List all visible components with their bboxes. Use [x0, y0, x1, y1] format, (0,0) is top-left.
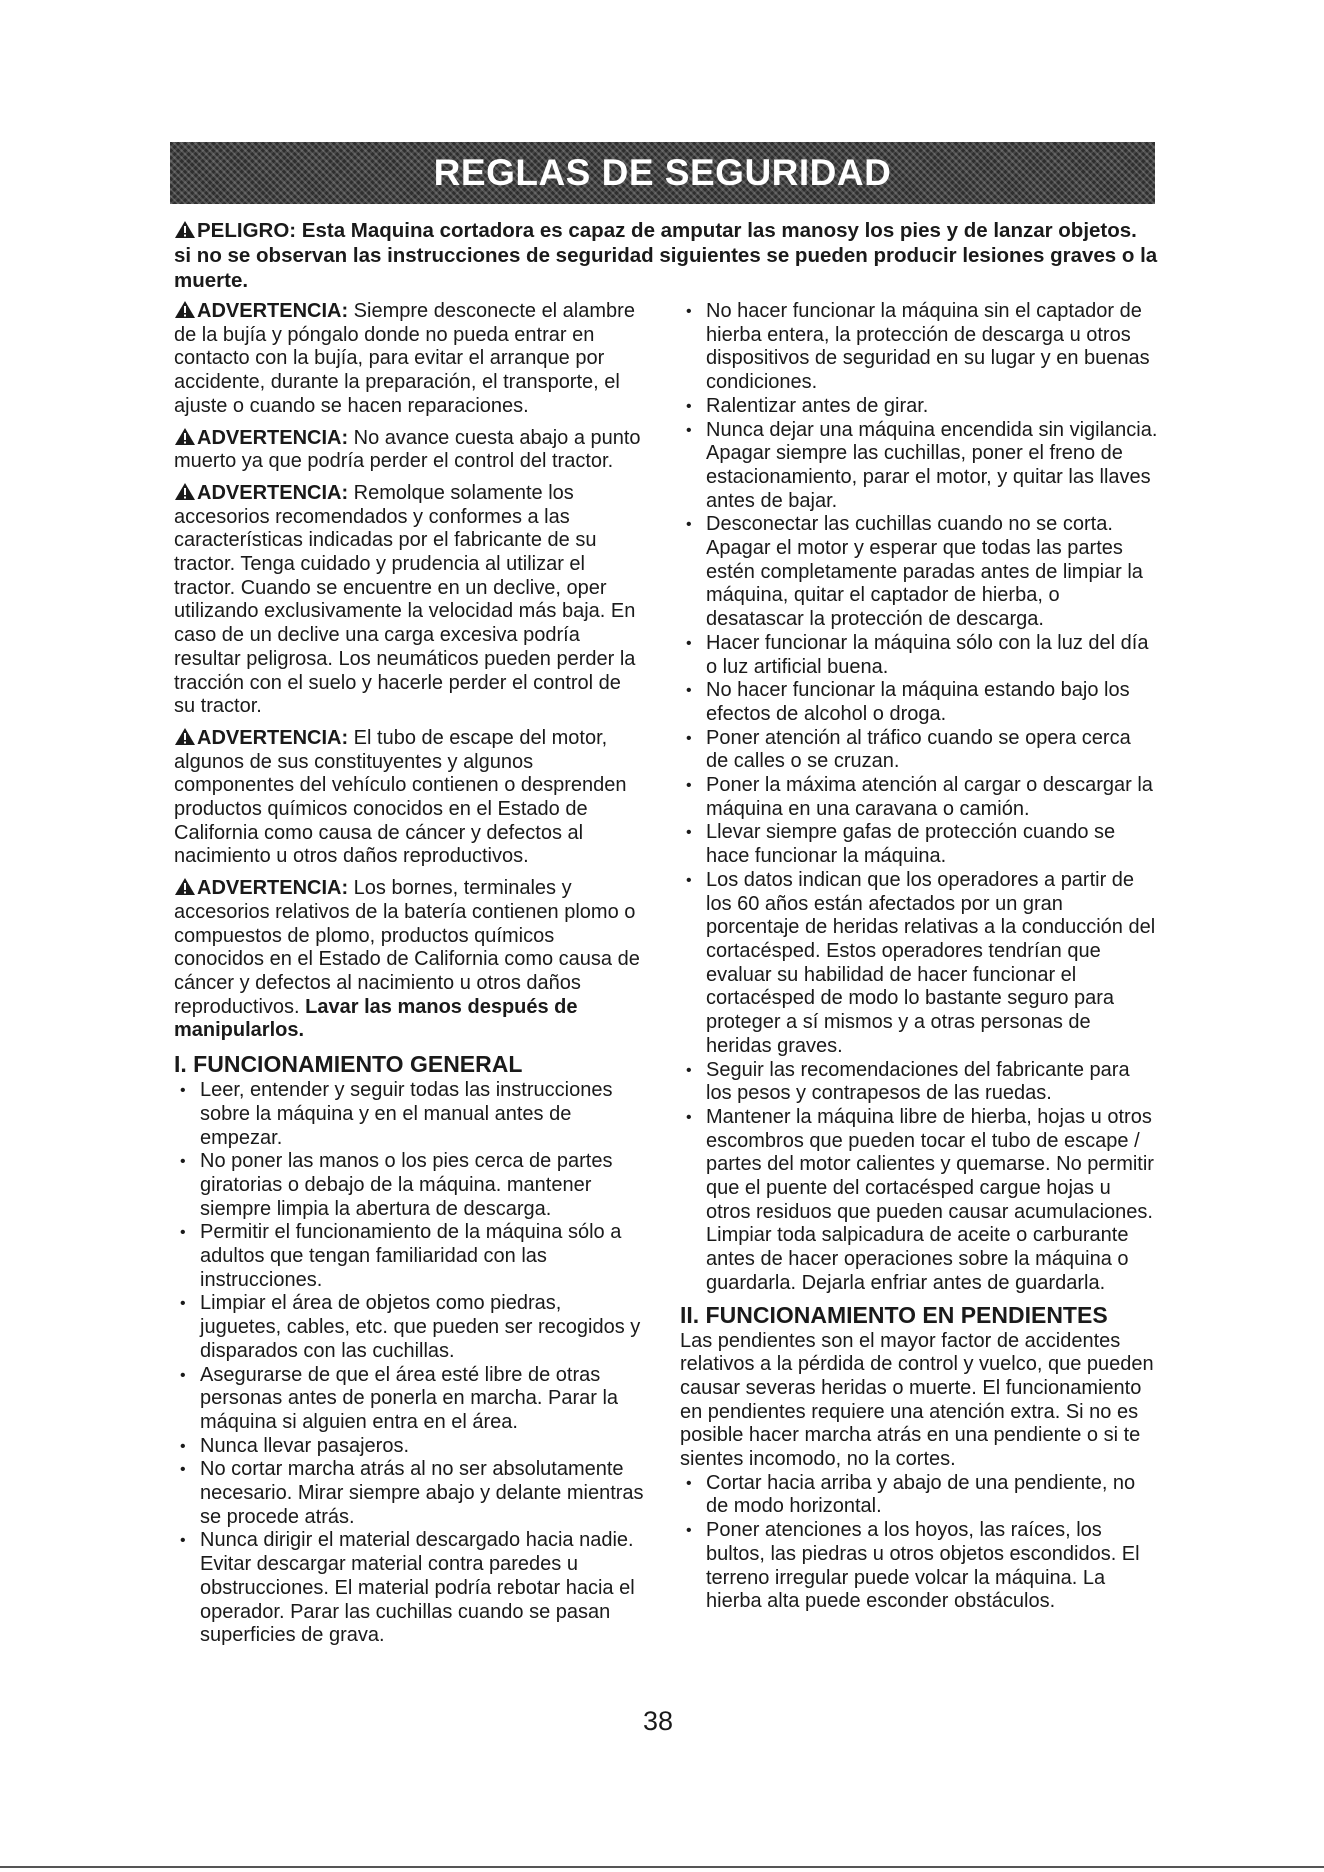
- warning-text: Los bornes, terminales y accesorios relativos de la batería contienen plomo o compuestos de plomo, productos químicos conocidos en el Estado de California como causa de cáncer y defectos al nacimiento u otros daños reproductivos.: [174, 877, 640, 1018]
- danger-label: PELIGRO:: [197, 219, 297, 242]
- list-item: • Limpiar el área de objetos como piedras, juguetes, cables, etc. que pueden ser recogidos y disparados con las cuchillas.: [174, 1292, 646, 1363]
- warning-label: ADVERTENCIA:: [197, 877, 349, 900]
- list-item: • Nunca llevar pasajeros.: [174, 1435, 646, 1459]
- list-item: • Mantener la máquina libre de hierba, hojas u otros escombros que pueden tocar el tubo de escape / partes del motor calientes y quemarse. No permitir que el puente del cortacésped cargue hojas u otros residuos que pueden causar acumulaciones. Limpiar toda salpicadura de aceite o carburante antes de hacer operaciones sobre la máquina o guardarla. Dejarla enfriar antes de guardarla.: [680, 1106, 1158, 1296]
- warning-paragraph: [174, 482, 646, 719]
- warning-text: No avance cuesta abajo a punto muerto ya que podría perder el control del tractor.: [174, 426, 641, 473]
- danger-notice: [174, 218, 1159, 293]
- list-item: • Poner la máxima atención al cargar o descargar la máquina en una caravana o camión.: [680, 774, 1158, 821]
- section-heading: II. FUNCIONAMIENTO EN PENDIENTES: [680, 1301, 1108, 1328]
- warning-triangle-icon: [174, 220, 196, 239]
- danger-text: Esta Maquina cortadora es capaz de amputar las manosy los pies y de lanzar objetos. si no se observan las instrucciones de seguridad siguientes se pueden producir lesiones graves o la muerte.: [174, 219, 1158, 292]
- warning-triangle-icon: [174, 877, 196, 896]
- list-item: • Llevar siempre gafas de protección cuando se hace funcionar la máquina.: [680, 821, 1158, 868]
- list-item: • Los datos indican que los operadores a partir de los 60 años están afectados por un gran porcentaje de heridas relativas a la conducción del cortacésped. Estos operadores tendrían que evaluar su habilidad de hacer funcionar el cortacésped de modo lo bastante seguro para proteger a sí mismos y a otras personas de heridas graves.: [680, 869, 1158, 1059]
- warning-triangle-icon: [174, 427, 196, 446]
- list-item: • Poner atención al tráfico cuando se opera cerca de calles o se cruzan.: [680, 727, 1158, 774]
- warning-label: ADVERTENCIA:: [197, 481, 349, 504]
- left-column: [174, 300, 646, 1648]
- section-heading: I. FUNCIONAMIENTO GENERAL: [174, 1051, 523, 1078]
- bottom-rule: [0, 1866, 1324, 1868]
- list-item: • Desconectar las cuchillas cuando no se corta. Apagar el motor y esperar que todas las partes estén completamente paradas antes de limpiar la máquina, quitar el captador de hierba, o desatascar la protección de descarga.: [680, 513, 1158, 632]
- warning-paragraph: [174, 427, 646, 474]
- list-item: • Poner atenciones a los hoyos, las raíces, los bultos, las piedras u otros objetos escondidos. El terreno irregular puede volcar la máquina. La hierba alta puede esconder obstáculos.: [680, 1519, 1158, 1614]
- list-item: • Seguir las recomendaciones del fabricante para los pesos y contrapesos de las ruedas.: [680, 1059, 1158, 1106]
- warning-emphasis: Lavar las manos después de manipularlos.: [174, 995, 578, 1042]
- list-item: • No hacer funcionar la máquina sin el captador de hierba entera, la protección de descarga u otros dispositivos de seguridad en su lugar y en buenas condiciones.: [680, 300, 1158, 395]
- warning-triangle-icon: [174, 482, 196, 501]
- section-intro: Las pendientes son el mayor factor de accidentes relativos a la pérdida de control y vuelco, que pueden causar severas heridas o muerte. El funcionamiento en pendientes requiere una atención extra. Si no es posible hacer marcha atrás en una pendiente o si te sientes incomodo, no la cortes.: [680, 1329, 1154, 1471]
- list-item: • Cortar hacia arriba y abajo de una pendiente, no de modo horizontal.: [680, 1472, 1158, 1519]
- page-title: REGLAS DE SEGURIDAD: [433, 152, 892, 193]
- warning-label: ADVERTENCIA:: [197, 300, 349, 322]
- list-item: • Asegurarse de que el área esté libre de otras personas antes de ponerla en marcha. Parar la máquina si alguien entra en el área.: [174, 1364, 646, 1435]
- warning-triangle-icon: [174, 300, 196, 319]
- right-column: [680, 300, 1158, 1614]
- bullet-list: [680, 300, 1158, 1296]
- warning-text: El tubo de escape del motor, algunos de sus constituyentes y algunos componentes del vehículo contienen o desprenden productos químicos conocidos en el Estado de California como causa de cáncer y defectos al nacimiento u otros daños reproductivos.: [174, 726, 627, 868]
- warning-paragraph: [174, 300, 646, 419]
- warning-text: Siempre desconecte el alambre de la bujía y póngalo donde no pueda entrar en contacto con la bujía, para evitar el arranque por accidente, durante la preparación, el transporte, el ajuste o cuando se hacen reparaciones.: [174, 300, 635, 417]
- warning-label: ADVERTENCIA:: [197, 426, 349, 449]
- list-item: • Nunca dirigir el material descargado hacia nadie. Evitar descargar material contra paredes u obstrucciones. El material podría rebotar hacia el operador. Parar las cuchillas cuando se pasan superficies de grava.: [174, 1529, 646, 1648]
- list-item: • Permitir el funcionamiento de la máquina sólo a adultos que tengan familiaridad con las instrucciones.: [174, 1221, 646, 1292]
- section-banner: [170, 142, 1155, 204]
- bullet-list: [174, 1079, 646, 1648]
- list-item: • No poner las manos o los pies cerca de partes giratorias o debajo de la máquina. mantener siempre limpia la abertura de descarga.: [174, 1150, 646, 1221]
- list-item: • No hacer funcionar la máquina estando bajo los efectos de alcohol o droga.: [680, 679, 1158, 726]
- warning-text: Remolque solamente los accesorios recomendados y conformes a las características indicadas por el fabricante de su tractor. Tenga cuidado y prudencia al utilizar el tractor. Cuando se encuentre en un declive, oper utilizando exclusivamente la velocidad más baja. En caso de un declive una carga excesiva podría resultar peligrosa. Los neumáticos pueden perder la tracción con el suelo y hacerle perder el control de su tractor.: [174, 481, 636, 718]
- list-item: • Leer, entender y seguir todas las instrucciones sobre la máquina y en el manual antes de empezar.: [174, 1079, 646, 1150]
- list-item: • No cortar marcha atrás al no ser absolutamente necesario. Mirar siempre abajo y delante mientras se procede atrás.: [174, 1458, 646, 1529]
- list-item: • Ralentizar antes de girar.: [680, 395, 1158, 419]
- warning-paragraph: [174, 877, 646, 1043]
- list-item: • Hacer funcionar la máquina sólo con la luz del día o luz artificial buena.: [680, 632, 1158, 679]
- warning-triangle-icon: [174, 727, 196, 746]
- page-number: 38: [643, 1706, 674, 1736]
- bullet-list: [680, 1472, 1158, 1614]
- list-item: • Nunca dejar una máquina encendida sin vigilancia. Apagar siempre las cuchillas, poner el freno de estacionamiento, parar el motor, y quitar las llaves antes de bajar.: [680, 419, 1158, 514]
- warning-label: ADVERTENCIA:: [197, 726, 349, 749]
- warning-paragraph: [174, 727, 646, 869]
